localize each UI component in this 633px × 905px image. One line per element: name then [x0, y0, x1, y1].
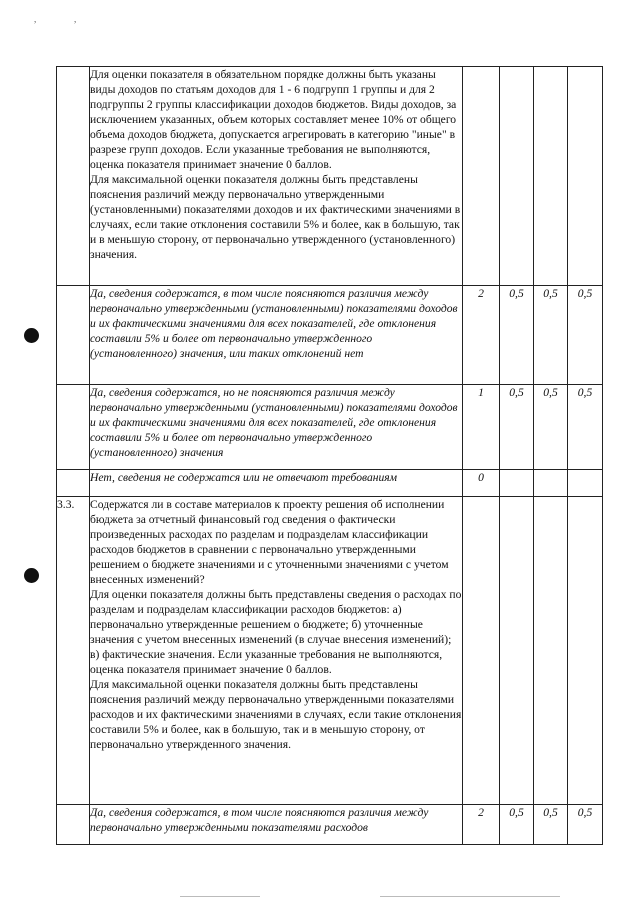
criterion-description [90, 497, 463, 805]
row-number: 3.3. [57, 497, 90, 805]
description-paragraph: Для максимальной оценки показателя должны быть представлены пояснения различий между первоначально утвержденными показателями расходов и их фактическими значениями в случаях, если такие отклонения составили 5% и более, как в большую, так и в меньшую сторону, от первоначально утвержденного значения. [90, 678, 462, 751]
table-row [57, 286, 603, 385]
weight-cell-2 [534, 67, 568, 286]
score-cell: 2 [463, 286, 500, 385]
weight-cell-1: 0,5 [500, 286, 534, 385]
weight-cell-3: 0,5 [568, 385, 603, 470]
description-paragraph: Для максимальной оценки показателя должны быть представлены пояснения различий между первоначально утвержденными (установленными) показателями доходов и их фактическими значениями в случаях, если такие отклонения составили 5% и более, как в большую, так и в меньшую сторону, от первоначально утвержденного (установленного) значения. [90, 173, 461, 261]
weight-cell-2: 0,5 [534, 385, 568, 470]
table-row [57, 385, 603, 470]
option-text: Да, сведения содержатся, в том числе поясняются различия между первоначально утвержденными показателями расходов [90, 806, 429, 834]
weight-cell-2 [534, 497, 568, 805]
description-paragraph: Для оценки показателя в обязательном порядке должны быть указаны виды доходов по статьям доходов для 1 - 6 подгрупп 1 группы и для 2 подгруппы 2 группы классификации доходов бюджетов. Виды доходов, за исключением указанных, объем которых составляет менее 10% от общего объема доходов бюджета, допускается агрегировать в категорию "иные" в разрезе групп доходов. Если указанные требования не выполняются, оценка показателя принимает значение 0 баллов. [90, 68, 457, 171]
scan-artifact [180, 896, 260, 897]
criterion-description [90, 67, 463, 286]
row-number [57, 805, 90, 845]
row-number [57, 67, 90, 286]
score-cell [463, 67, 500, 286]
weight-cell-2: 0,5 [534, 805, 568, 845]
weight-cell-3 [568, 67, 603, 286]
weight-cell-1: 0,5 [500, 385, 534, 470]
score-cell: 0 [463, 470, 500, 497]
table-row [57, 497, 603, 805]
row-number [57, 286, 90, 385]
weight-cell-3: 0,5 [568, 805, 603, 845]
description-paragraph: Содержатся ли в составе материалов к проекту решения об исполнении бюджета за отчетный финансовый год сведения о фактически произведенных расходах по разделам и подразделам классификации расходов бюджетов в сравнении с первоначально утвержденными решением о бюджете значениями и с уточненными значениями с учетом внесенных изменений? [90, 498, 449, 586]
option-text: Да, сведения содержатся, но не поясняются различия между первоначально утвержденными (установленными) показателями доходов и их фактическими значениями для всех показателей, где отклонения составили 5% и более от первоначально утвержденного (установленного) значения [90, 386, 458, 459]
table-row [57, 805, 603, 845]
row-number [57, 385, 90, 470]
table-row [57, 67, 603, 286]
weight-cell-3 [568, 497, 603, 805]
weight-cell-3 [568, 470, 603, 497]
answer-option [90, 805, 463, 845]
row-number [57, 470, 90, 497]
weight-cell-1 [500, 497, 534, 805]
weight-cell-2: 0,5 [534, 286, 568, 385]
scan-mark-left: , [34, 14, 37, 24]
table-row [57, 470, 603, 497]
weight-cell-1 [500, 470, 534, 497]
scan-mark-right: , [74, 14, 77, 24]
option-text: Да, сведения содержатся, в том числе поясняются различия между первоначально утвержденными (установленными) показателями доходов и их фактическими значениями для всех показателей, где отклонения составили 5% и более от первоначально утвержденного (установленного) значения, или таких отклонений нет [90, 287, 458, 360]
answer-option [90, 385, 463, 470]
score-cell [463, 497, 500, 805]
punch-hole-lower [24, 568, 39, 583]
score-cell: 2 [463, 805, 500, 845]
description-paragraph: Для оценки показателя должны быть представлены сведения о расходах по разделам и подразделам классификации расходов бюджетов: а) первоначально утвержденные решением о бюджете; б) уточненные значения с учетом внесенных изменений (в случае внесения изменений); в) фактические значения. Если указанные требования не выполняются, оценка показателя принимает значение 0 баллов. [90, 588, 462, 676]
answer-option [90, 286, 463, 385]
weight-cell-1 [500, 67, 534, 286]
weight-cell-3: 0,5 [568, 286, 603, 385]
punch-hole-upper [24, 328, 39, 343]
criteria-table [56, 66, 603, 845]
score-cell: 1 [463, 385, 500, 470]
weight-cell-1: 0,5 [500, 805, 534, 845]
answer-option [90, 470, 463, 497]
scan-artifact [380, 896, 560, 897]
weight-cell-2 [534, 470, 568, 497]
option-text: Нет, сведения не содержатся или не отвечают требованиям [90, 471, 398, 484]
